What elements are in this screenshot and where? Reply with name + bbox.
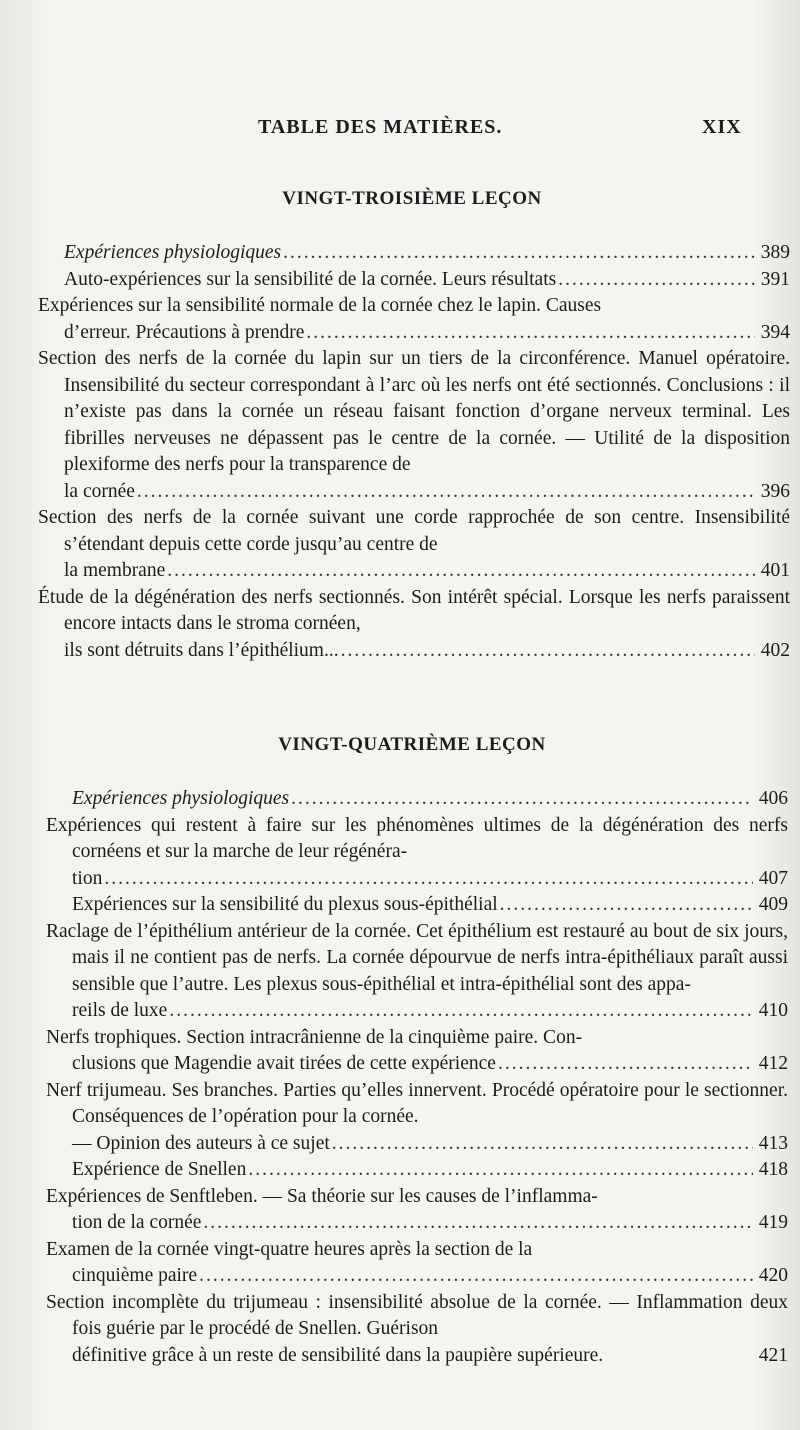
- page-number: 421: [758, 1344, 788, 1366]
- toc-entry-text: Section des nerfs de la cornée suivant une corde rapprochée de son centre. Insensibilité s’étendant depuis cette corde jusqu’au centre de: [38, 507, 790, 555]
- toc-entry-last-line: [64, 320, 790, 347]
- dot-leader: [283, 240, 755, 267]
- toc-entry-last-line: [64, 240, 790, 267]
- toc-entry: [38, 505, 790, 585]
- page-number: 389: [760, 242, 790, 263]
- toc-entry-last-line: [64, 638, 790, 665]
- toc-entry-text: Raclage de l’épithélium antérieur de la cornée. Cet épithélium est restauré au bout de six jours, mais il ne contient pas de nerfs. La cornée dépourvue de nerfs intra-épithéliaux paraît aussi sensible que l’autre. Les plexus sous-épithélial et intra-épithélial sont des appa-: [46, 920, 788, 995]
- section-heading-23: VINGT-TROISIÈME LEÇON: [282, 188, 542, 209]
- page-number: 410: [758, 1000, 788, 1021]
- toc-section-24: [0, 786, 800, 1369]
- toc-entry-text: Nerfs trophiques. Section intracrânienne de la cinquième paire. Con-: [46, 1026, 583, 1048]
- toc-entry: [46, 786, 788, 813]
- toc-entry-last-line: [64, 558, 790, 585]
- dot-leader: [104, 866, 752, 893]
- toc-entry: [38, 293, 790, 346]
- toc-entry-last-line: [64, 267, 790, 294]
- toc-entry: [38, 267, 790, 294]
- running-head: [0, 116, 800, 146]
- toc-entry-text: Expériences sur la sensibilité normale de la cornée chez le lapin. Causes: [38, 295, 602, 316]
- toc-entry-text: ils sont détruits dans l’épithélium...: [64, 639, 339, 661]
- toc-entry: [46, 1157, 788, 1184]
- toc-entry-text: clusions que Magendie avait tirées de cette expérience: [72, 1053, 496, 1074]
- toc-entry-last-line: [64, 479, 790, 506]
- page-number: 407: [758, 867, 788, 889]
- dot-leader: [167, 558, 755, 585]
- toc-entry-text: Section des nerfs de la cornée du lapin sur un tiers de la circonférence. Manuel opératoire. Insensibilité du secteur correspondant à l’arc où les nerfs ont été sectionnés. Conclusions : il n’existe pas dans la cornée un réseau faisant fonction d’organe nerveux terminal. Les fibrilles nerveuses ne dépassent pas le centre de la cornée. — Utilité de la disposition plexiforme des nerfs pour la transparence de: [38, 348, 790, 475]
- toc-entry: [46, 1290, 788, 1370]
- dot-leader: [500, 892, 753, 919]
- toc-entry: [46, 1237, 788, 1290]
- toc-entry: [38, 346, 790, 505]
- dot-leader: [248, 1157, 752, 1184]
- toc-entry: [46, 892, 788, 919]
- toc-entry: [46, 1025, 788, 1078]
- toc-entry-text: Expériences de Senftleben. — Sa théorie sur les causes de l’inflamma-: [46, 1185, 598, 1207]
- page-number: 412: [758, 1053, 788, 1074]
- toc-entry-text: Expériences qui restent à faire sur les phénomènes ultimes de la dégénération des nerfs cornéens et sur la marche de leur régénéra-: [46, 814, 788, 862]
- toc-entry-last-line: [72, 1210, 788, 1237]
- toc-entry: [46, 1184, 788, 1237]
- toc-entry-last-line: [72, 866, 788, 893]
- dot-leader: [199, 1263, 753, 1290]
- dot-leader: [306, 320, 754, 347]
- section-heading-24: VINGT-QUATRIÈME LEÇON: [278, 734, 546, 755]
- toc-entry-text: Expérience de Snellen: [72, 1159, 247, 1180]
- running-head-title: TABLE DES MATIÈRES.: [258, 116, 503, 138]
- toc-entry-text: Expériences physiologiques: [72, 788, 290, 809]
- toc-entry-last-line: [72, 998, 788, 1025]
- toc-entry-text: Section incomplète du trijumeau : insensibilité absolue de la cornée. — Inflammation deux fois guérie par le procédé de Snellen. Guérison: [46, 1291, 788, 1339]
- toc-entry: [46, 1078, 788, 1158]
- toc-entry-last-line: [72, 1131, 788, 1158]
- toc-entry-text: Auto-expériences sur la sensibilité de la cornée. Leurs résultats: [64, 268, 557, 290]
- toc-entry: [38, 240, 790, 267]
- toc-entry: [46, 919, 788, 1025]
- dot-leader: [332, 1131, 753, 1158]
- page-number: 394: [760, 321, 790, 343]
- toc-entry-last-line: [72, 1263, 788, 1290]
- page-folio: XIX: [702, 116, 742, 138]
- page-number: 419: [758, 1212, 788, 1233]
- dot-leader: [558, 267, 755, 294]
- page-number: 402: [760, 639, 790, 661]
- page-number: 413: [758, 1132, 788, 1154]
- toc-entry-last-line: [72, 1343, 788, 1370]
- toc-entry-text: définitive grâce à un reste de sensibilité dans la paupière supérieure.: [72, 1344, 604, 1366]
- toc-entry-text: Étude de la dégénération des nerfs sectionnés. Son intérêt spécial. Lorsque les nerfs paraissent encore intacts dans le stroma cornéen,: [38, 586, 790, 634]
- dot-leader: [169, 998, 752, 1025]
- page-number: 420: [758, 1265, 788, 1286]
- toc-entry-text: Expériences sur la sensibilité du plexus sous-épithélial: [72, 894, 498, 915]
- toc-entry-text: tion de la cornée: [72, 1212, 202, 1233]
- toc-entry: [46, 813, 788, 893]
- toc-entry-last-line: [72, 1157, 788, 1184]
- toc-entry-text: tion: [72, 867, 103, 889]
- toc-entry: [38, 585, 790, 665]
- toc-entry-last-line: [72, 786, 788, 813]
- toc-entry-text: — Opinion des auteurs à ce sujet: [72, 1132, 330, 1154]
- page-number: 401: [760, 560, 790, 581]
- toc-entry-text: la membrane: [64, 560, 166, 581]
- toc-entry-text: la cornée: [64, 480, 135, 502]
- dot-leader: [498, 1051, 753, 1078]
- toc-section-23: [0, 240, 800, 664]
- toc-entry-text: Examen de la cornée vingt-quatre heures après la section de la: [46, 1238, 533, 1260]
- page-number: 391: [760, 268, 790, 290]
- dot-leader: [291, 786, 753, 813]
- dot-leader: [203, 1210, 752, 1237]
- page-number: 406: [758, 788, 788, 809]
- toc-entry-last-line: [72, 1051, 788, 1078]
- page-number: 396: [760, 480, 790, 502]
- toc-entry-text: Nerf trijumeau. Ses branches. Parties qu’elles innervent. Procédé opératoire pour le sectionner. Conséquences de l’opération pour la cornée.: [46, 1079, 788, 1127]
- toc-entry-text: Expériences physiologiques: [64, 242, 282, 263]
- page-number: 418: [758, 1159, 788, 1180]
- dot-leader: [137, 479, 755, 506]
- toc-entry-text: d’erreur. Précautions à prendre: [64, 321, 305, 343]
- toc-entry-last-line: [72, 892, 788, 919]
- dot-leader: [341, 638, 755, 665]
- toc-entry-text: cinquième paire: [72, 1265, 198, 1286]
- toc-entry-text: reils de luxe: [72, 1000, 168, 1021]
- page-number: 409: [758, 894, 788, 915]
